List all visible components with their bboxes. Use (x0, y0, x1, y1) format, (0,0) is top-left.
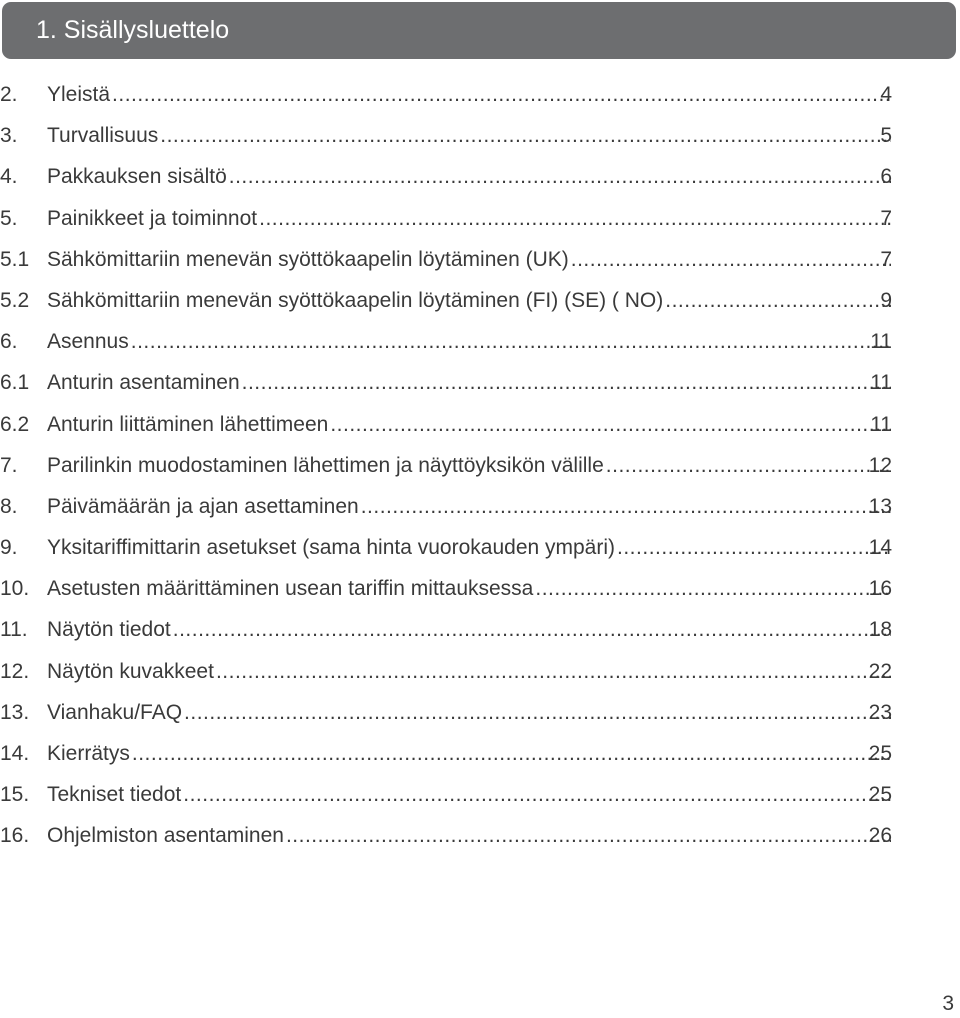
toc-entry-body (47, 774, 891, 815)
toc-dot-leader (184, 692, 891, 733)
toc-entry[interactable] (0, 733, 960, 774)
toc-entry[interactable] (0, 280, 960, 321)
toc-entry-body (47, 321, 891, 362)
toc-entry-body (47, 486, 891, 527)
toc-entry-title: Yksitariffimittarin asetukset (sama hinta vuorokauden ympäri) (47, 536, 616, 560)
toc-entry-page: 14 (868, 536, 892, 560)
toc-entry-body (47, 568, 891, 609)
toc-entry-body (47, 115, 891, 156)
toc-entry-number: 12. (0, 659, 30, 683)
toc-entry-body (47, 156, 891, 197)
toc-entry-number: 5.1 (0, 247, 30, 271)
toc-entry-title: Anturin asentaminen (47, 371, 240, 395)
toc-entry-number: 10. (0, 577, 30, 601)
toc-entry-page: 25 (868, 742, 892, 765)
toc-entry-body (47, 692, 891, 733)
toc-entry-page: 9 (880, 288, 892, 312)
toc-entry-body (47, 609, 891, 650)
toc-entry[interactable] (0, 239, 960, 280)
toc-entry[interactable] (0, 404, 960, 445)
toc-dot-leader (286, 815, 891, 856)
toc-entry[interactable] (0, 198, 960, 239)
toc-entry-body (47, 445, 891, 486)
toc-dot-leader (132, 733, 891, 774)
toc-entry-title: Painikkeet ja toiminnot (47, 206, 258, 230)
toc-entry-number: 6.2 (0, 412, 30, 436)
toc-entry[interactable] (0, 815, 960, 856)
toc-entry-body (47, 198, 891, 239)
toc-entry-number: 7. (0, 453, 18, 477)
toc-entry-page: 23 (868, 700, 892, 724)
toc-entry-page: 7 (880, 206, 892, 230)
toc-entry-page: 11 (870, 371, 892, 395)
toc-entry-title: Ohjelmiston asentaminen (47, 824, 284, 848)
toc-entry-title: Näytön tiedot (47, 618, 171, 642)
toc-entry-title: Anturin liittäminen lähettimeen (47, 412, 329, 436)
toc-entry-number: 4. (0, 165, 18, 189)
toc-dot-leader (665, 280, 891, 321)
toc-entry[interactable] (0, 115, 960, 156)
toc-entry-page: 26 (868, 824, 892, 848)
toc-entry-title: Asetusten määrittäminen usean tariffin mittauksessa (47, 577, 534, 601)
toc-entry[interactable] (0, 74, 960, 115)
toc-entry-number: 11. (0, 618, 28, 642)
toc-entry-body (47, 404, 891, 445)
toc-dot-leader (173, 609, 891, 650)
toc-entry[interactable] (0, 692, 960, 733)
toc-entry-page: 11 (870, 330, 892, 354)
toc-entry-title: Päivämäärän ja ajan asettaminen (47, 494, 359, 518)
section-header (2, 2, 956, 59)
toc-dot-leader (112, 74, 891, 115)
page-number: 3 (942, 992, 954, 1015)
toc-entry-number: 14. (0, 742, 30, 765)
toc-entry-title: Näytön kuvakkeet (47, 659, 214, 683)
toc-dot-leader (617, 527, 891, 568)
toc-entry-page: 13 (868, 494, 892, 518)
toc-dot-leader (242, 362, 891, 403)
toc-entry-page: 18 (868, 618, 892, 642)
toc-entry-number: 5. (0, 206, 18, 230)
toc-dot-leader (259, 198, 891, 239)
toc-entry-body (47, 280, 891, 321)
toc-entry-body (47, 362, 891, 403)
toc-entry-page: 6 (880, 165, 892, 189)
toc-entry-title: Parilinkin muodostaminen lähettimen ja näyttöyksikön välille (47, 453, 604, 477)
toc-entry-number: 8. (0, 494, 18, 518)
toc-entry-body (47, 815, 891, 856)
toc-dot-leader (571, 239, 891, 280)
toc-entry[interactable] (0, 774, 960, 815)
toc-entry[interactable] (0, 156, 960, 197)
toc-entry[interactable] (0, 321, 960, 362)
toc-entry-number: 6.1 (0, 371, 30, 395)
toc-entry-page: 11 (870, 412, 892, 436)
toc-entry-number: 9. (0, 536, 18, 560)
toc-entry-page: 5 (880, 124, 892, 148)
toc-entry-page: 7 (880, 247, 892, 271)
toc-dot-leader (160, 115, 891, 156)
toc-entry-page: 16 (868, 577, 892, 601)
toc-entry-number: 15. (0, 783, 30, 807)
toc-dot-leader (183, 774, 891, 815)
toc-entry-number: 16. (0, 824, 30, 848)
toc-dot-leader (606, 445, 891, 486)
toc-entry-title: Sähkömittariin menevän syöttökaapelin löytäminen (FI) (SE) ( NO) (47, 288, 664, 312)
toc-entry-page: 12 (868, 453, 892, 477)
toc-entry-number: 13. (0, 700, 30, 724)
toc-dot-leader (330, 404, 891, 445)
toc-entry-body (47, 651, 891, 692)
toc-entry-page: 25 (868, 783, 892, 807)
toc-entry[interactable] (0, 609, 960, 650)
toc-entry-title: Vianhaku/FAQ (47, 700, 183, 724)
toc-entry-page: 4 (880, 83, 892, 106)
page-title: 1. Sisällysluettelo (36, 16, 230, 44)
toc-dot-leader (131, 321, 891, 362)
toc-entry-title: Asennus (47, 330, 129, 354)
toc-entry[interactable] (0, 362, 960, 403)
toc-entry-title: Turvallisuus (47, 124, 159, 148)
table-of-contents (0, 74, 960, 857)
toc-entry-number: 2. (0, 83, 18, 106)
toc-dot-leader (216, 651, 891, 692)
toc-entry-body (47, 527, 891, 568)
toc-entry-body (47, 74, 891, 115)
toc-entry-title: Yleistä (47, 83, 111, 106)
toc-dot-leader (361, 486, 891, 527)
toc-entry-number: 3. (0, 124, 18, 148)
toc-entry[interactable] (0, 445, 960, 486)
toc-dot-leader (229, 156, 891, 197)
toc-entry-body (47, 733, 891, 774)
toc-entry[interactable] (0, 568, 960, 609)
toc-entry-body (47, 239, 891, 280)
toc-entry[interactable] (0, 527, 960, 568)
toc-entry-title: Tekniset tiedot (47, 783, 182, 807)
toc-entry-page: 22 (868, 659, 892, 683)
toc-entry-number: 6. (0, 330, 18, 354)
toc-entry[interactable] (0, 651, 960, 692)
toc-entry-title: Pakkauksen sisältö (47, 165, 227, 189)
toc-dot-leader (535, 568, 891, 609)
toc-entry-title: Kierrätys (47, 742, 130, 765)
toc-entry-number: 5.2 (0, 288, 30, 312)
toc-entry[interactable] (0, 486, 960, 527)
toc-entry-title: Sähkömittariin menevän syöttökaapelin löytäminen (UK) (47, 247, 569, 271)
